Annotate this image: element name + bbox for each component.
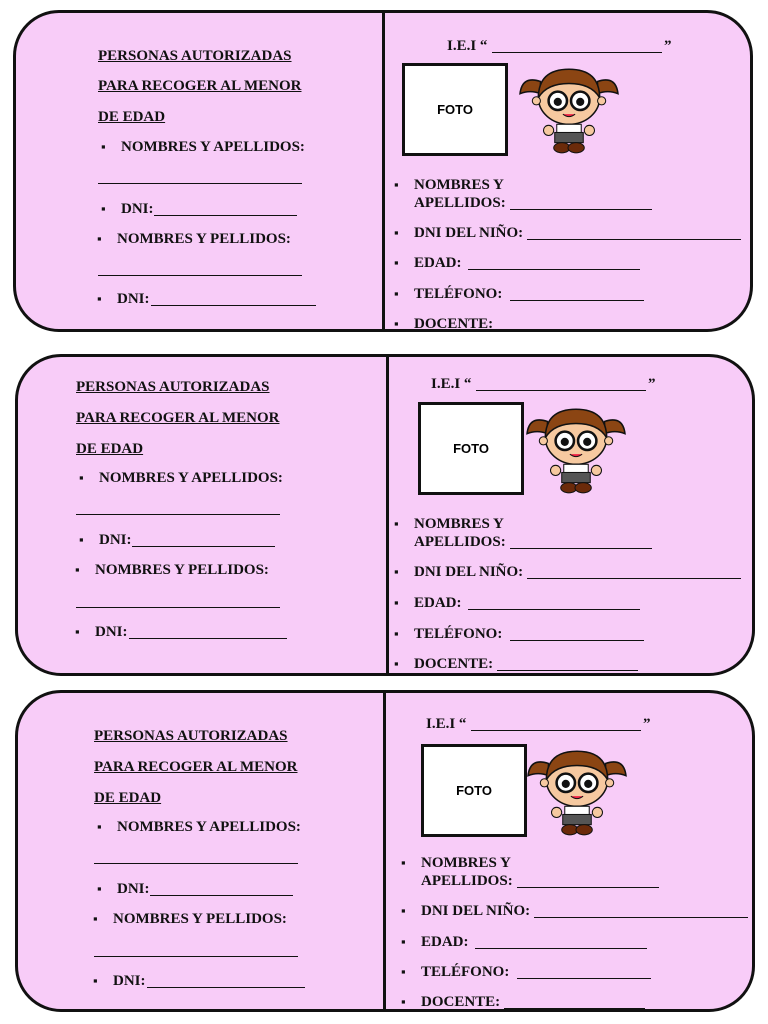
child-age-label: ▪ EDAD: [414,594,462,612]
photo-box [418,402,524,495]
child-names-label-line-1: ▪ NOMBRES Y [414,176,504,194]
authorized-names-label-2: ▪ NOMBRES Y PELLIDOS: [95,561,269,579]
cartoon-girl-icon [518,63,620,155]
school-line [476,390,646,391]
authorized-dni-line-2 [129,638,287,639]
child-dni-line [527,578,741,579]
child-age-line [468,609,640,610]
authorized-names-line-2 [94,956,298,957]
photo-label: FOTO [437,102,473,117]
heading-line-3: DE EDAD [98,109,166,125]
child-age-label: ▪ EDAD: [421,933,469,951]
photo-label: FOTO [456,783,492,798]
id-card-1 [13,10,753,332]
teacher-label: ▪ DOCENTE: [414,315,493,332]
teacher-line [497,670,638,671]
photo-box [402,63,508,156]
child-names-label-line-1: ▪ NOMBRES Y [414,515,504,533]
authorized-dni-label-2: ▪ DNI: [113,972,146,990]
photo-label: FOTO [453,441,489,456]
id-card-3 [15,690,755,1012]
child-dni-label: ▪ DNI DEL NIÑO: [414,224,523,242]
phone-line [510,640,644,641]
authorized-dni-line-2 [151,305,316,306]
child-dni-line [527,239,741,240]
phone-line [517,978,651,979]
authorized-names-label-2: ▪ NOMBRES Y PELLIDOS: [117,230,291,248]
authorized-names-line-2 [76,607,280,608]
phone-label: ▪ TELÉFONO: [414,285,502,303]
school-line [492,52,662,53]
card-divider [382,13,385,329]
teacher-line [504,1008,645,1009]
school-close-quote: ” [648,376,656,392]
authorized-names-line-2 [98,275,302,276]
heading-line-2: PARA RECOGER AL MENOR [94,759,298,775]
teacher-label: ▪ DOCENTE: [414,655,493,673]
school-close-quote: ” [664,38,672,54]
phone-label: ▪ TELÉFONO: [421,963,509,981]
heading-line-1: PERSONAS AUTORIZADAS [76,379,270,395]
heading-line-1: PERSONAS AUTORIZADAS [98,48,292,64]
phone-label: ▪ TELÉFONO: [414,625,502,643]
school-close-quote: ” [643,716,651,732]
school-label: I.E.I “ [426,716,467,732]
heading-line-3: DE EDAD [94,790,162,806]
heading-line-2: PARA RECOGER AL MENOR [98,78,302,94]
authorized-names-label-2: ▪ NOMBRES Y PELLIDOS: [113,910,287,928]
child-dni-line [534,917,748,918]
card-divider [383,693,386,1009]
authorized-dni-line [132,546,275,547]
photo-box [421,744,527,837]
authorized-names-line [94,863,298,864]
card-divider [386,357,389,673]
authorized-dni-line-2 [147,987,305,988]
authorized-dni-label-2: ▪ DNI: [117,290,150,308]
school-label: I.E.I “ [431,376,472,392]
heading-line-1: PERSONAS AUTORIZADAS [94,728,288,744]
school-label: I.E.I “ [447,38,488,54]
phone-line [510,300,644,301]
child-names-label-line-2: APELLIDOS: [414,195,506,211]
authorized-names-label: ▪ NOMBRES Y APELLIDOS: [99,469,283,487]
child-dni-label: ▪ DNI DEL NIÑO: [414,563,523,581]
authorized-names-label: ▪ NOMBRES Y APELLIDOS: [117,818,301,836]
school-line [471,730,641,731]
authorized-dni-label-2: ▪ DNI: [95,623,128,641]
child-names-label-line-2: APELLIDOS: [414,534,506,550]
authorized-dni-label: ▪ DNI: [117,880,150,898]
child-names-line [510,209,652,210]
child-age-line [475,948,647,949]
authorized-dni-label: ▪ DNI: [99,531,132,549]
child-dni-label: ▪ DNI DEL NIÑO: [421,902,530,920]
cartoon-girl-icon [526,745,628,837]
child-names-label-line-2: APELLIDOS: [421,873,513,889]
child-age-line [468,269,640,270]
teacher-label: ▪ DOCENTE: [421,993,500,1011]
authorized-names-line [98,183,302,184]
authorized-dni-line [150,895,293,896]
child-age-label: ▪ EDAD: [414,254,462,272]
id-card-2 [15,354,755,676]
authorized-names-label: ▪ NOMBRES Y APELLIDOS: [121,138,305,156]
heading-line-3: DE EDAD [76,441,144,457]
child-names-line [510,548,652,549]
child-names-line [517,887,659,888]
child-names-label-line-1: ▪ NOMBRES Y [421,854,511,872]
cartoon-girl-icon [525,403,627,495]
authorized-names-line [76,514,280,515]
heading-line-2: PARA RECOGER AL MENOR [76,410,280,426]
authorized-dni-label: ▪ DNI: [121,200,154,218]
authorized-dni-line [154,215,297,216]
